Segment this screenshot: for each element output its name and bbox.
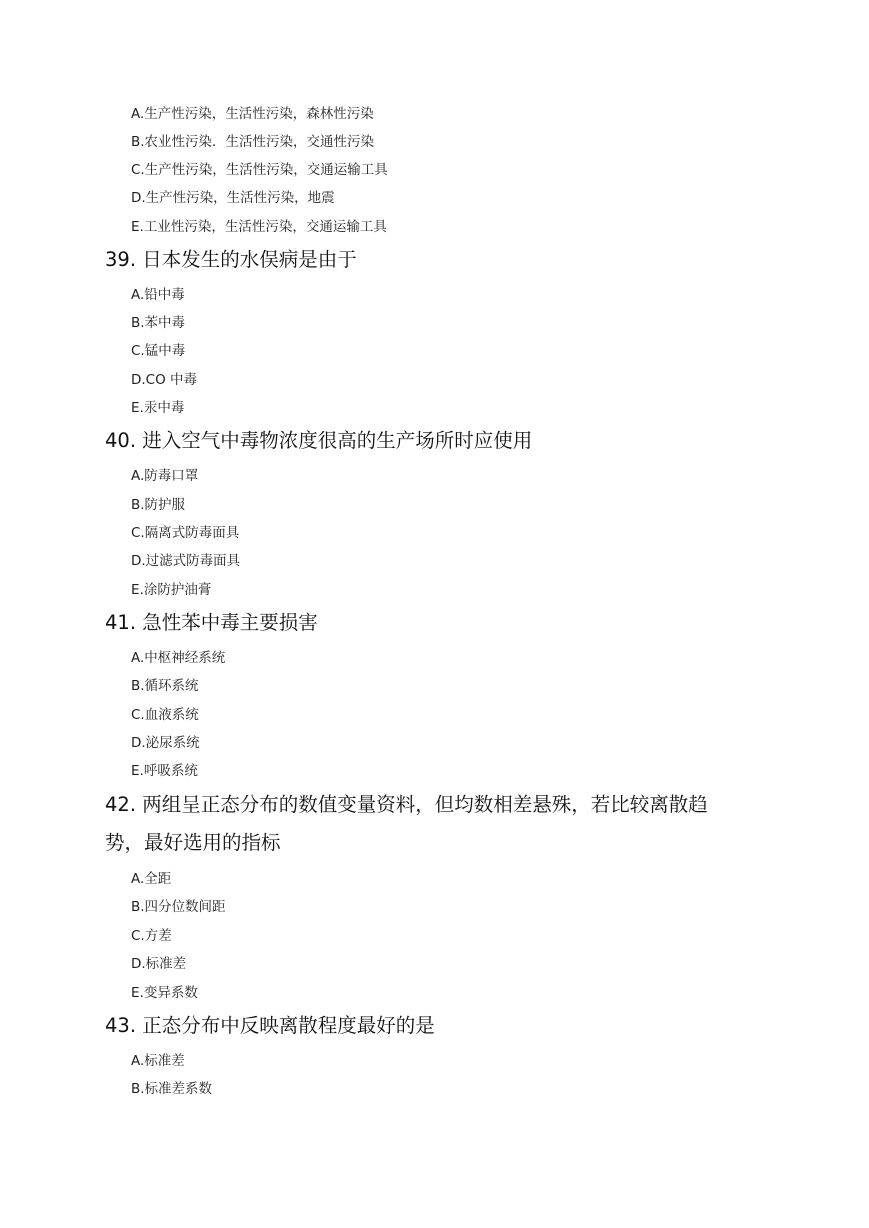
question-40-stem: 40. 进入空气中毒物浓度很高的生产场所时应使用 xyxy=(105,429,533,452)
option-b: B.循环系统 xyxy=(131,678,199,694)
option-b: B.苯中毒 xyxy=(131,315,186,331)
option-a: A.中枢神经系统 xyxy=(131,650,226,666)
option-d: D.CO 中毒 xyxy=(131,372,198,388)
option-b: B.四分位数间距 xyxy=(131,899,226,915)
option-c: C.隔离式防毒面具 xyxy=(131,525,240,541)
option-a: A.铅中毒 xyxy=(131,287,185,303)
option-e: E.呼吸系统 xyxy=(131,763,198,779)
question-43-stem: 43. 正态分布中反映离散程度最好的是 xyxy=(105,1014,435,1037)
option-e: E.汞中毒 xyxy=(131,400,185,416)
option-a: A.防毒口罩 xyxy=(131,468,199,484)
option-b: B.农业性污染．生活性污染，交通性污染 xyxy=(131,134,375,150)
option-a: A.全距 xyxy=(131,871,172,887)
question-42-stem-line2: 势，最好选用的指标 xyxy=(105,831,281,854)
option-c: C.生产性污染，生活性污染，交通运输工具 xyxy=(131,162,388,178)
option-d: D.标准差 xyxy=(131,956,187,972)
option-b: B.防护服 xyxy=(131,497,186,513)
option-d: D.泌尿系统 xyxy=(131,735,200,751)
option-e: E.变异系数 xyxy=(131,985,198,1001)
question-42-stem-line1: 42. 两组呈正态分布的数值变量资料，但均数相差悬殊，若比较离散趋 xyxy=(105,793,708,816)
option-c: C.血液系统 xyxy=(131,707,199,723)
question-41-stem: 41. 急性苯中毒主要损害 xyxy=(105,611,318,634)
option-c: C.方差 xyxy=(131,928,172,944)
option-d: D.过滤式防毒面具 xyxy=(131,553,241,569)
option-d: D.生产性污染，生活性污染，地震 xyxy=(131,190,335,206)
option-c: C.锰中毒 xyxy=(131,343,186,359)
option-b: B.标准差系数 xyxy=(131,1081,213,1097)
question-39-stem: 39. 日本发生的水俣病是由于 xyxy=(105,248,357,271)
option-e: E.工业性污染，生活性污染，交通运输工具 xyxy=(131,219,387,235)
option-a: A.标准差 xyxy=(131,1053,185,1069)
option-a: A.生产性污染，生活性污染，森林性污染 xyxy=(131,106,374,122)
option-e: E.涂防护油膏 xyxy=(131,582,212,598)
